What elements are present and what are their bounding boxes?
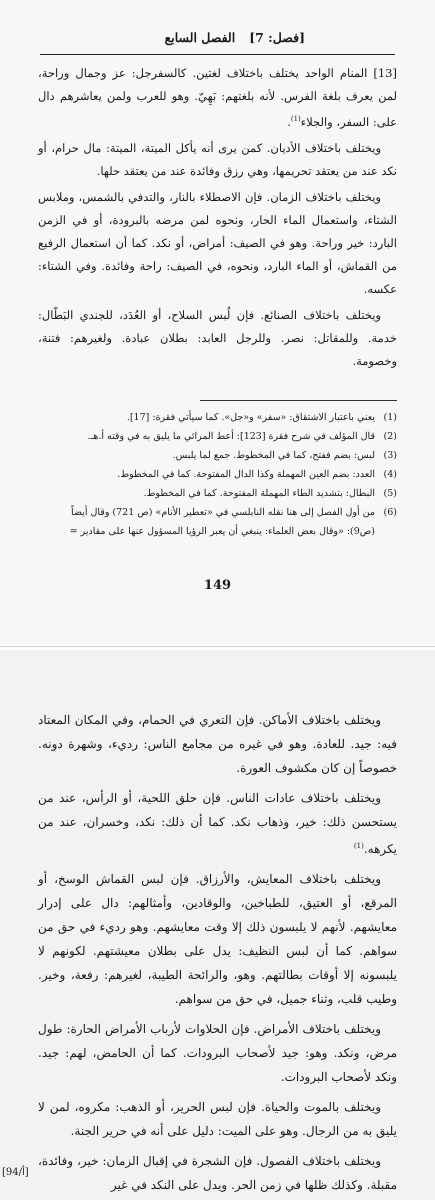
margin-note: [94/أ] bbox=[2, 1167, 29, 1178]
page-number: 149 bbox=[203, 578, 232, 593]
page-header bbox=[0, 30, 435, 52]
page-separator-line bbox=[0, 646, 435, 647]
paragraph: [13] المنام الواحد يختلف باختلاف لغتين. كالسفرجل: عز وجمال وراحة، لمن يعرف بلغة الفرس. لأنه بلغتهم: بَهِيّ. وهو للعرب ولمن يعاشرهم دال على: السفر، والجلاء$^{(1)}$. bbox=[38, 66, 397, 129]
paragraph: ويختلف بالموت والحياة. فإن لبس الحرير، أو الذهب: مكروه، لمن لا يليق به من الرجال. وهو على الميت: دليل على أنه في حرير الجنة. bbox=[38, 1100, 397, 1138]
paragraph: ويختلف باختلاف الفصول. فإن الشجرة في إقبال الزمان: خير، وفائدة، مقبلة. وكذلك ظلها في زمن الحر. ويدل على النكد في غير bbox=[38, 1154, 397, 1192]
footnote: (3)لبس: بضم ففتح، كما في المخطوط. جمع لما يلبس. bbox=[172, 450, 397, 461]
footnote: (1)يعني باعتبار الاشتقاق: «سفر» و«جل». كما سيأتي فقرة: [17]. bbox=[126, 412, 397, 423]
bottom-body-text bbox=[38, 708, 397, 1200]
top-body-text bbox=[38, 62, 397, 376]
footnote: (4)العدد: بضم العين المهملة وكذا الدال المفتوحة. كما في المخطوط. bbox=[117, 469, 397, 480]
footnote-continuation: (ص9): «وقال بعض العلماء: ينبغي أن يعبر الرؤيا المسؤول عنها على مقادير = bbox=[69, 526, 375, 537]
paragraph: ويختلف باختلاف الزمان. فإن الاصطلاء بالنار، والتدفي بالشمس، وملابس الشتاء، واستعمال الماء الحار، ونحوه لمن مرضه بالبرودة، أو في الزمن البارد: خير وراحة. وهو في الصيف: أمراض، أو نكد. كما أن استعمال الرفيع من القماش، أو الماء البارد، ونحوه، في الصيف: راحة وفائدة. وفي الشتاء: عكسه. bbox=[38, 189, 397, 296]
header-text bbox=[165, 30, 305, 45]
footnote: (5)البطال: بتشديد الطاء المهملة المفتوحة. كما في المخطوط. bbox=[143, 488, 397, 499]
paragraph: ويختلف باختلاف عادات الناس. فإن حلق اللحية، أو الرأس، عند من يستحسن ذلك: خير، وذهاب نكد. كما أن ذلك: نكد، وخسران، عند من يكرهه.$^{(1)}$ bbox=[38, 791, 397, 856]
footnote: (2)قال المؤلف في شرح فقرة [123]: أعط المرائي ما يليق به في وقته أ.هـ. bbox=[87, 431, 397, 442]
footnotes bbox=[40, 408, 397, 541]
chapter-title: الفصل السابع bbox=[164, 30, 236, 45]
paragraph: ويختلف باختلاف الأماكن. فإن التعري في الحمام، وفي المكان المعتاد فيه: جيد. للعادة. وهو في غيره من مجامع الناس: رديء، وشهرة دونه. خصوصاً إن كان مكشوف العورة. bbox=[38, 713, 397, 775]
paragraph: ويختلف باختلاف الصنائع. فإن لُبس السلاح، أو العُدَد، للجندي البَطّال: خدمة. وللمقاتل: نصر. وللرجل العابد: بطلان عبادة. ولغيرهم: فتنة، وخصومة. bbox=[38, 307, 397, 368]
bottom-page bbox=[0, 650, 435, 1200]
footnote: (6)من أول الفصل إلى هنا نقله النابلسي في «تعطير الأنام» (ص 721) وقال أيضاً bbox=[71, 507, 397, 518]
paragraph: ويختلف باختلاف المعايش، والأرزاق. فإن لبس القماش الوسخ، أو المرقع، أو العتيق، للطباخين، والوقادين، وأمثالهم: دال على إدرار معايشهم. لأنهم لا يلبسون ذلك إلا وقت معايشهم. وهو رديء في حق من سواهم. كما أن لبس النظيف: يدل على بطلان معيشتهم. لكونهم لا يلبسونه إلا أوقات بطالتهم. وهو، والرائحة الطيبة، لغيرهم: رفعة، وخير. وطيب قلب، وثناء جميل، في حق من سواهم. bbox=[38, 872, 397, 1006]
footnote-rule bbox=[200, 400, 397, 401]
paragraph: ويختلف باختلاف الأديان. كمن يرى أنه يأكل الميتة، الميتة: مال حرام، أو نكد عند من يعتقد تحريمها، وهي رزق وفائدة عند من يعتقد حلها. bbox=[38, 140, 397, 178]
footnote-marker: (1) bbox=[353, 842, 364, 850]
paragraph: ويختلف باختلاف الأمراض. فإن الحلاوات لأرباب الأمراض الحارة: طول مرض، ونكد. وهو: جيد لأصحاب البرودات. كما أن الحامض، لهم: جيد. ونكد لأصحاب البرودات. bbox=[38, 1022, 397, 1084]
section-label: [فصل: 7] bbox=[249, 30, 305, 45]
header-rule bbox=[40, 54, 395, 55]
